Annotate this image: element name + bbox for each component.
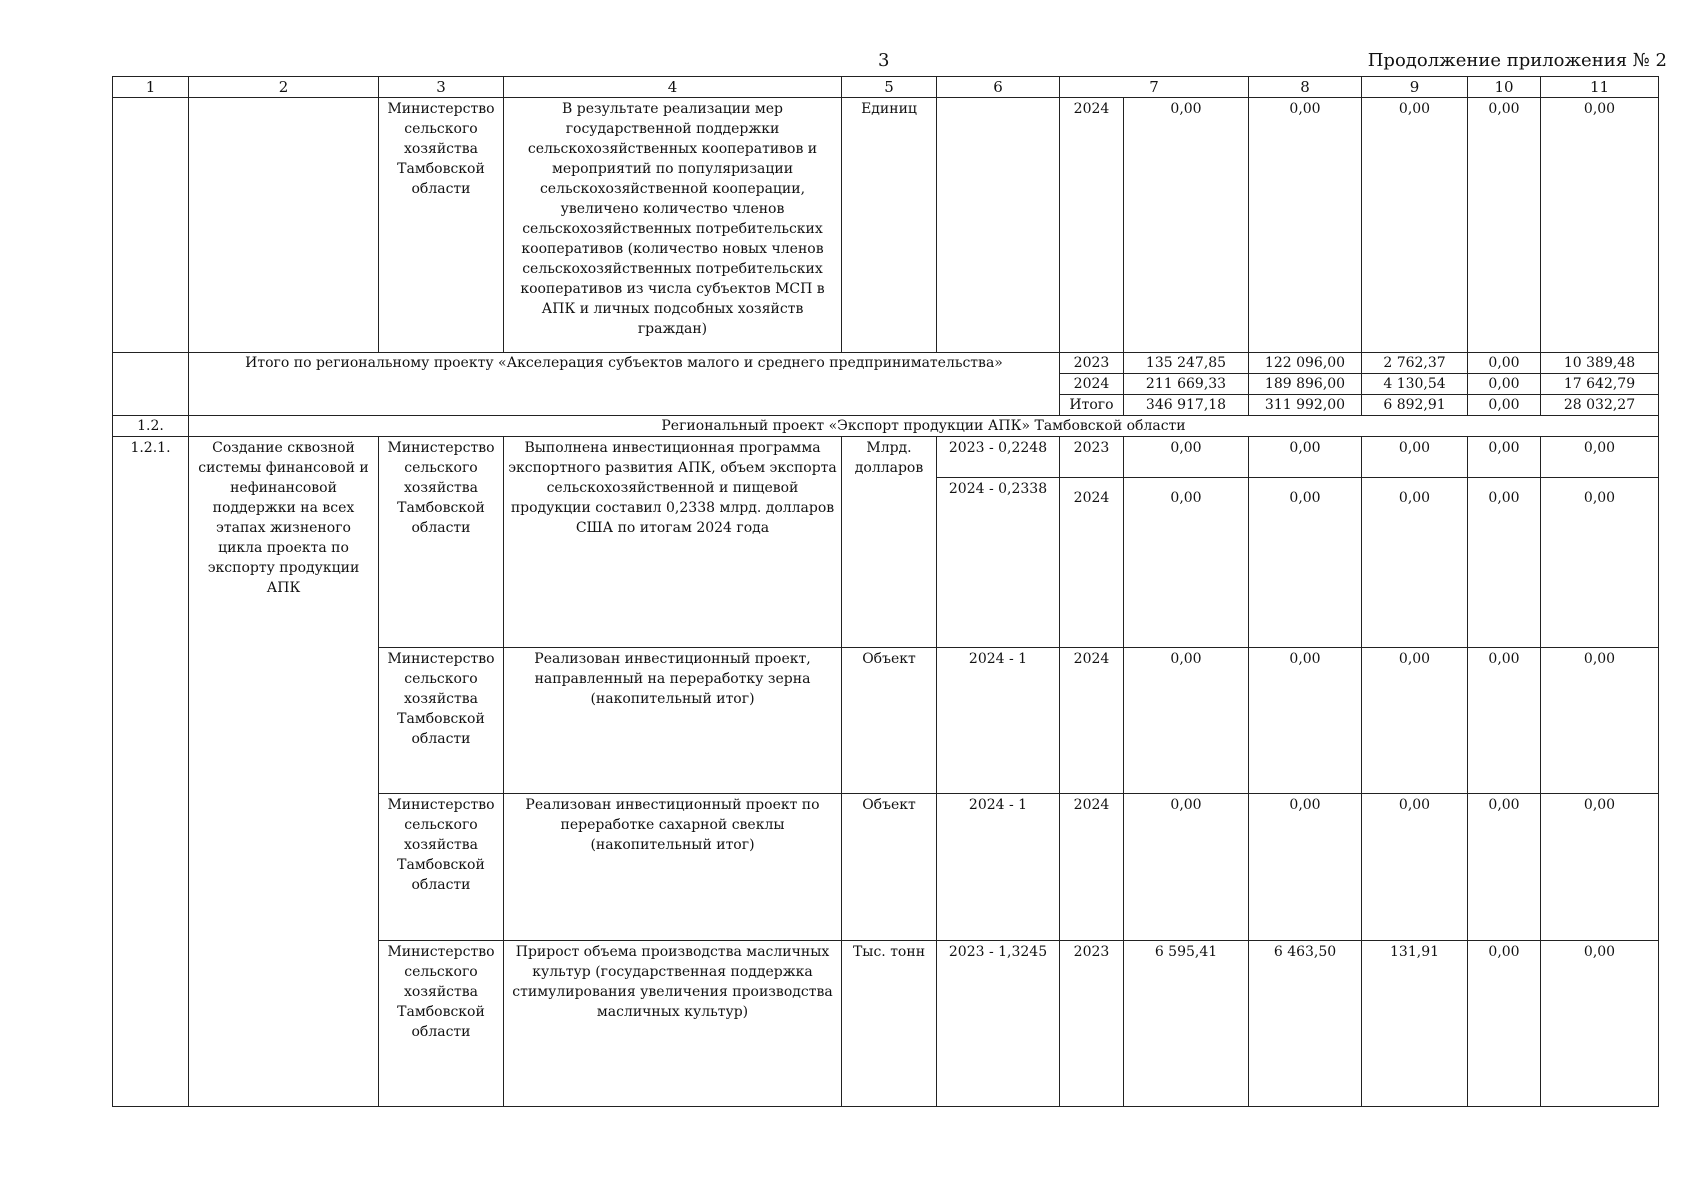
value-cell: 0,00 (1124, 794, 1249, 941)
col-header: 5 (842, 77, 937, 98)
value-cell: 135 247,85 (1124, 353, 1249, 374)
value-cell: 6 595,41 (1124, 941, 1249, 1107)
value-cell: 0,00 (1541, 437, 1659, 478)
value-cell: 0,00 (1124, 648, 1249, 794)
value-cell: 0,00 (1541, 794, 1659, 941)
value-cell: 0,00 (1124, 437, 1249, 478)
executor-cell: Министерство сельского хозяйства Тамбовской области (379, 437, 504, 648)
value-cell: 0,00 (1468, 374, 1541, 395)
value-cell: 0,00 (1362, 648, 1468, 794)
row-number: 1.2.1. (113, 437, 189, 1107)
value-cell: 211 669,33 (1124, 374, 1249, 395)
column-number-row (113, 77, 1659, 98)
section-number: 1.2. (113, 416, 189, 437)
executor-cell: Министерство сельского хозяйства Тамбовской области (379, 794, 504, 941)
unit-cell: Млрд. долларов (842, 437, 937, 648)
value-cell: 122 096,00 (1249, 353, 1362, 374)
target-cell: 2024 - 0,2338 (937, 478, 1060, 648)
result-cell: Реализован инвестиционный проект, направленный на переработку зерна (накопительный итог) (504, 648, 842, 794)
unit-cell: Единиц (842, 98, 937, 353)
value-cell: 0,00 (1362, 98, 1468, 353)
executor-cell: Министерство сельского хозяйства Тамбовской области (379, 648, 504, 794)
col-header: 1 (113, 77, 189, 98)
value-cell: 0,00 (1541, 478, 1659, 648)
value-cell: 2 762,37 (1362, 353, 1468, 374)
value-cell: 10 389,48 (1541, 353, 1659, 374)
executor-cell: Министерство сельского хозяйства Тамбовской области (379, 941, 504, 1107)
col-header: 11 (1541, 77, 1659, 98)
value-cell: 0,00 (1249, 794, 1362, 941)
target-cell: 2024 - 1 (937, 794, 1060, 941)
year-cell: 2024 (1060, 794, 1124, 941)
value-cell: 0,00 (1468, 437, 1541, 478)
year-cell: 2024 (1060, 98, 1124, 353)
value-cell: 0,00 (1541, 941, 1659, 1107)
value-cell: 0,00 (1249, 98, 1362, 353)
value-cell: 0,00 (1362, 478, 1468, 648)
continuation-label: Продолжение приложения № 2 (1367, 50, 1667, 71)
year-cell: 2023 (1060, 437, 1124, 478)
year-cell: 2024 (1060, 374, 1124, 395)
target-cell: 2024 - 1 (937, 648, 1060, 794)
value-cell: 0,00 (1541, 98, 1659, 353)
result-cell: Реализован инвестиционный проект по переработке сахарной свеклы (накопительный итог) (504, 794, 842, 941)
value-cell: 0,00 (1541, 648, 1659, 794)
value-cell: 4 130,54 (1362, 374, 1468, 395)
target-cell: 2023 - 0,2248 (937, 437, 1060, 478)
value-cell: 346 917,18 (1124, 395, 1249, 416)
value-cell: 0,00 (1362, 794, 1468, 941)
value-cell: 0,00 (1468, 794, 1541, 941)
col-header: 6 (937, 77, 1060, 98)
col-header: 10 (1468, 77, 1541, 98)
year-cell: 2024 (1060, 648, 1124, 794)
executor-cell: Министерство сельского хозяйства Тамбовской области (379, 98, 504, 353)
unit-cell: Объект (842, 794, 937, 941)
col-header: 2 (189, 77, 379, 98)
table-row (113, 437, 1659, 478)
value-cell: 0,00 (1468, 395, 1541, 416)
value-cell: 189 896,00 (1249, 374, 1362, 395)
value-cell: 0,00 (1249, 478, 1362, 648)
target-cell (937, 98, 1060, 353)
unit-cell: Тыс. тонн (842, 941, 937, 1107)
measure-cell: Создание сквозной системы финансовой и нефинансовой поддержки на всех этапах жизненого цикла проекта по экспорту продукции АПК (189, 437, 379, 1107)
value-cell: 0,00 (1468, 98, 1541, 353)
total-label: Итого по региональному проекту «Акселерация субъектов малого и среднего предпринимательства» (189, 353, 1060, 416)
result-cell: В результате реализации мер государственной поддержки сельскохозяйственных кооперативов и мероприятий по популяризации сельскохозяйственной кооперации, увеличено количество членов сельскохозяйственных потребительских кооперативов (количество новых членов сельскохозяйственных потребительских кооперативов из числа субъектов МСП в АПК и личных подсобных хозяйств граждан) (504, 98, 842, 353)
col-header: 4 (504, 77, 842, 98)
col-header: 9 (1362, 77, 1468, 98)
value-cell: 131,91 (1362, 941, 1468, 1107)
value-cell: 0,00 (1468, 478, 1541, 648)
col-header: 3 (379, 77, 504, 98)
year-cell: 2024 (1060, 478, 1124, 648)
value-cell: 0,00 (1124, 478, 1249, 648)
value-cell: 311 992,00 (1249, 395, 1362, 416)
unit-cell: Объект (842, 648, 937, 794)
result-cell: Выполнена инвестиционная программа экспортного развития АПК, объем экспорта сельскохозяйственной и пищевой продукции составил 0,2338 млрд. долларов США по итогам 2024 года (504, 437, 842, 648)
value-cell: 28 032,27 (1541, 395, 1659, 416)
value-cell: 0,00 (1249, 437, 1362, 478)
value-cell: 6 463,50 (1249, 941, 1362, 1107)
value-cell: 0,00 (1362, 437, 1468, 478)
result-cell: Прирост объема производства масличных культур (государственная поддержка стимулирования увеличения производства масличных культур) (504, 941, 842, 1107)
section-row (113, 416, 1659, 437)
year-cell: 2023 (1060, 353, 1124, 374)
value-cell: 0,00 (1468, 941, 1541, 1107)
col-header: 7 (1060, 77, 1249, 98)
target-cell: 2023 - 1,3245 (937, 941, 1060, 1107)
value-cell: 6 892,91 (1362, 395, 1468, 416)
year-cell: 2023 (1060, 941, 1124, 1107)
section-title: Региональный проект «Экспорт продукции АПК» Тамбовской области (189, 416, 1659, 437)
value-cell: 0,00 (1468, 648, 1541, 794)
program-table (112, 76, 1659, 1107)
value-cell: 0,00 (1468, 353, 1541, 374)
value-cell: 0,00 (1124, 98, 1249, 353)
year-cell: Итого (1060, 395, 1124, 416)
table-row (113, 98, 1659, 353)
value-cell: 17 642,79 (1541, 374, 1659, 395)
value-cell: 0,00 (1249, 648, 1362, 794)
total-row (113, 353, 1659, 374)
col-header: 8 (1249, 77, 1362, 98)
page-number: 3 (878, 50, 890, 71)
